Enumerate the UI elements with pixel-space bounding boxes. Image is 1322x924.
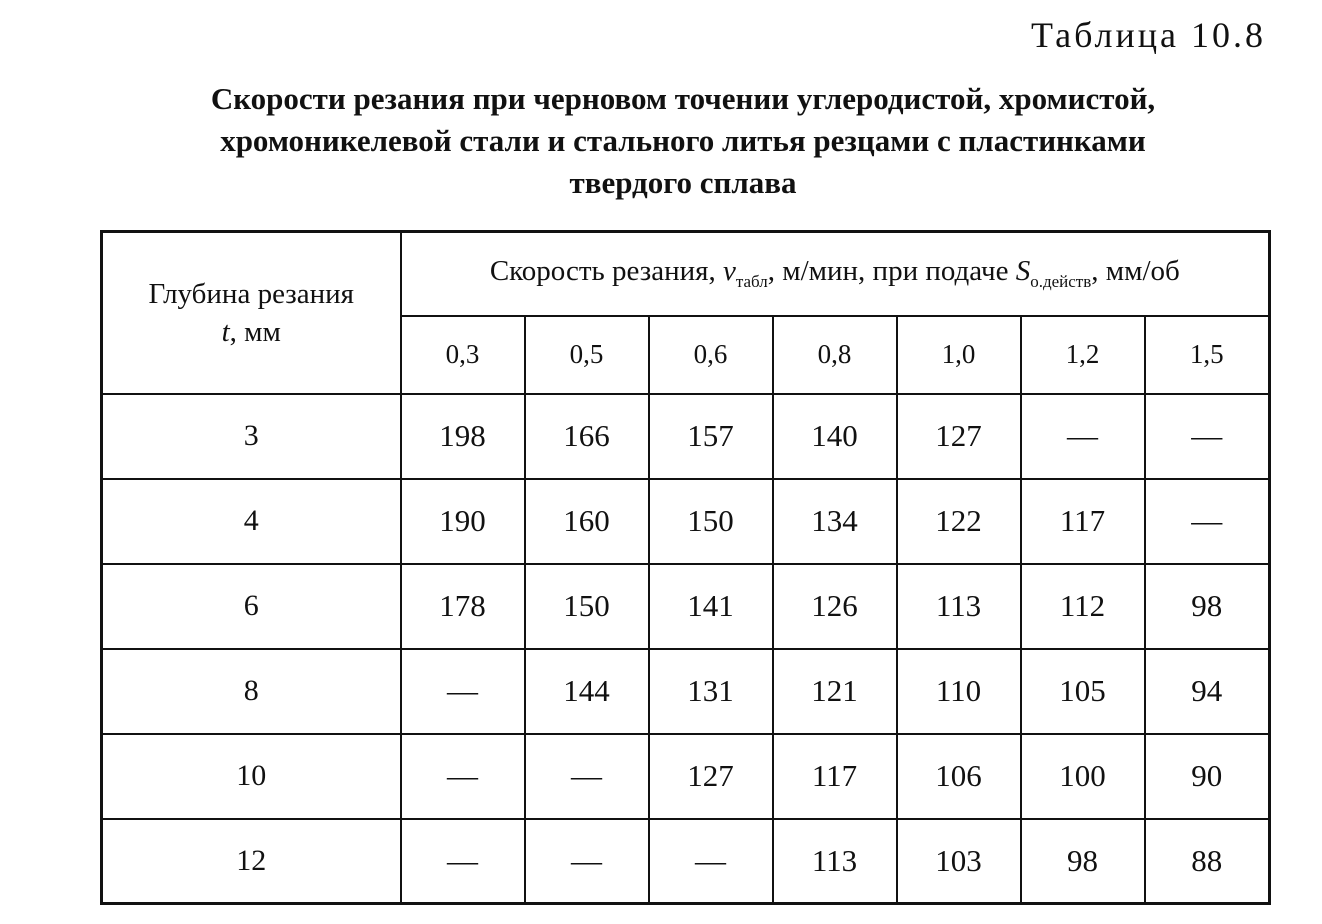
speed-value-cell: 150 [649,479,773,564]
speed-value-cell: 88 [1145,819,1270,904]
feed-value-cell: 1,0 [897,316,1021,394]
cutting-speed-table [100,230,1271,905]
depth-header-cell [102,232,401,394]
depth-unit: , мм [229,315,281,348]
speed-value-cell: 106 [897,734,1021,819]
feed-subscript: о.действ [1030,272,1092,292]
speed-value-cell: 190 [401,479,525,564]
speed-value-cell: 166 [525,394,649,479]
header-row [102,232,1270,316]
speed-value-cell: 178 [401,564,525,649]
feed-symbol: S [1015,255,1031,288]
feed-value-cell: 1,5 [1145,316,1270,394]
speed-value-cell: 90 [1145,734,1270,819]
speed-value-cell: 103 [897,819,1021,904]
speed-value-cell: 98 [1145,564,1270,649]
speed-value-cell: — [1145,394,1270,479]
speed-value-cell: 110 [897,649,1021,734]
depth-cell: 12 [102,819,401,904]
speed-value-cell: — [1021,394,1145,479]
speed-value-cell: — [401,649,525,734]
table-row [102,734,1270,819]
speed-value-cell: 198 [401,394,525,479]
speed-subscript: табл [735,272,768,292]
speed-symbol: v [722,255,736,288]
speed-value-cell: 141 [649,564,773,649]
speed-value-cell: 127 [649,734,773,819]
speed-value-cell: 112 [1021,564,1145,649]
feed-value-cell: 1,2 [1021,316,1145,394]
depth-cell: 3 [102,394,401,479]
speed-value-cell: 105 [1021,649,1145,734]
speed-value-cell: — [1145,479,1270,564]
speed-value-cell: 117 [773,734,897,819]
speed-value-cell: — [401,819,525,904]
table-caption [100,78,1266,204]
depth-cell: 10 [102,734,401,819]
speed-value-cell: — [525,819,649,904]
speed-value-cell: 121 [773,649,897,734]
speed-value-cell: 134 [773,479,897,564]
depth-cell: 4 [102,479,401,564]
table-row [102,564,1270,649]
speed-value-cell: 100 [1021,734,1145,819]
speed-value-cell: 140 [773,394,897,479]
speed-value-cell: 160 [525,479,649,564]
speed-value-cell: 94 [1145,649,1270,734]
feed-unit: , мм/об [1091,255,1180,288]
speed-value-cell: 117 [1021,479,1145,564]
speed-value-cell: 144 [525,649,649,734]
speed-value-cell: 122 [897,479,1021,564]
speed-value-cell: 157 [649,394,773,479]
table-row [102,394,1270,479]
caption-line-1: Скорости резания при черновом точении углеродистой, хромистой, [210,81,1156,116]
depth-symbol: t [221,315,230,348]
speed-header-cell [401,232,1270,316]
speed-value-cell: 98 [1021,819,1145,904]
speed-value-cell: — [649,819,773,904]
feed-value-cell: 0,6 [649,316,773,394]
depth-cell: 8 [102,649,401,734]
speed-prefix: Скорость резания, [489,255,723,288]
feed-value-cell: 0,8 [773,316,897,394]
speed-value-cell: 113 [897,564,1021,649]
feed-value-cell: 0,3 [401,316,525,394]
feed-value-cell: 0,5 [525,316,649,394]
table-number: Таблица 10.8 [1031,15,1266,55]
depth-cell: 6 [102,564,401,649]
speed-value-cell: — [525,734,649,819]
speed-value-cell: 126 [773,564,897,649]
speed-value-cell: 150 [525,564,649,649]
table-row [102,649,1270,734]
table-row [102,819,1270,904]
speed-value-cell: 113 [773,819,897,904]
speed-value-cell: — [401,734,525,819]
speed-value-cell: 131 [649,649,773,734]
speed-mid: , м/мин, при подаче [767,255,1016,288]
depth-header-label: Глубина резания [148,277,355,310]
caption-line-3: твердого сплава [569,165,797,200]
caption-line-2: хромоникелевой стали и стального литья резцами с пластинками [220,123,1146,158]
speed-value-cell: 127 [897,394,1021,479]
table-row [102,479,1270,564]
